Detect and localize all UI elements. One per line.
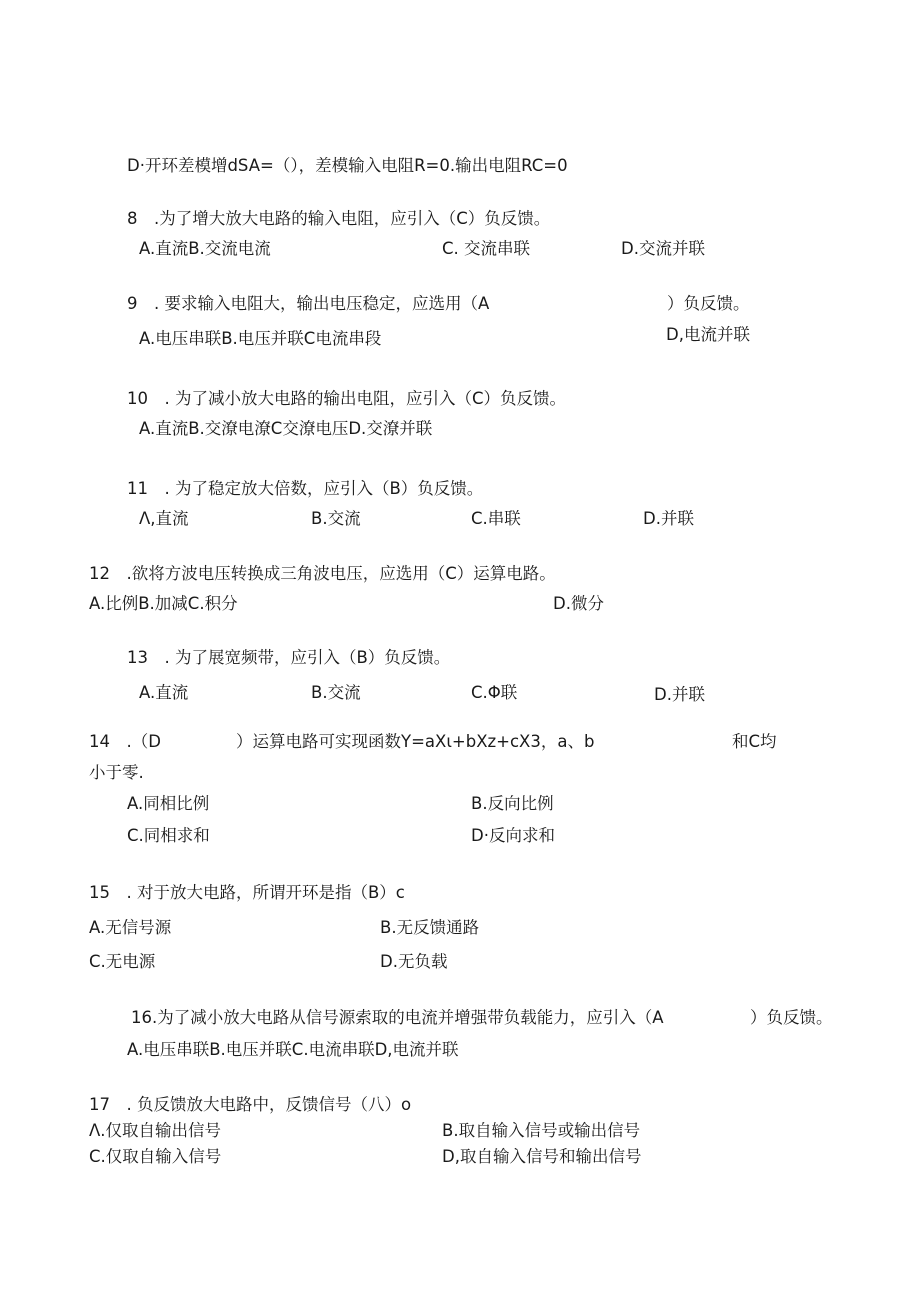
q15-option-a: A.无信号源 xyxy=(89,918,172,937)
question-16: 16.为了减小放大电路从信号源索取的电流并增强带负载能力，应引入（A xyxy=(131,1008,664,1027)
q13-option-a: A.直流 xyxy=(139,683,189,702)
q17-option-a: Λ.仅取自输出信号 xyxy=(89,1121,222,1140)
q14-option-b: B.反向比例 xyxy=(471,794,554,813)
q8-options-ab: A.直流B.交流电流 xyxy=(139,239,271,258)
q15-option-c: C.无电源 xyxy=(89,952,156,971)
q17-option-c: C.仅取自输入信号 xyxy=(89,1147,222,1166)
question-14-continuation: 小于零. xyxy=(89,763,144,782)
q16-options: A.电压串联B.电压并联C.电流串联D,电流并联 xyxy=(127,1040,459,1059)
question-14-end: 和C均 xyxy=(732,732,777,751)
question-12: 12 .欲将方波电压转换成三角波电压，应选用（C）运算电路。 xyxy=(89,564,556,583)
q15-option-b: B.无反馈通路 xyxy=(380,918,480,937)
question-17: 17 . 负反馈放大电路中，反馈信号（八）o xyxy=(89,1095,412,1114)
question-15: 15 . 对于放大电路，所谓开环是指（B）c xyxy=(89,883,405,902)
q11-option-c: C.串联 xyxy=(471,509,521,528)
q10-options: A.直流B.交潦电潦C交潦电压D.交潦并联 xyxy=(139,419,433,438)
q11-option-a: Λ,直流 xyxy=(139,509,189,528)
question-14-mid: ）运算电路可实现函数Y=aXι+bXz+cX3，a、b xyxy=(236,732,595,751)
q14-option-a: A.同相比例 xyxy=(127,794,210,813)
q17-option-d: D,取自输入信号和输出信号 xyxy=(442,1147,642,1166)
question-9-end: ）负反馈。 xyxy=(667,294,750,313)
question-10: 10 . 为了减小放大电路的输出电阻，应引入（C）负反馈。 xyxy=(127,389,567,408)
q12-options-abc: A.比例B.加减C.积分 xyxy=(89,594,238,613)
q13-option-c: C.Φ联 xyxy=(471,683,518,702)
question-14: 14 .（D xyxy=(89,732,161,751)
question-8: 8 .为了增大放大电路的输入电阻，应引入（C）负反馈。 xyxy=(127,209,551,228)
q12-option-d: D.微分 xyxy=(553,594,604,613)
q8-option-c: C. 交流串联 xyxy=(442,239,531,258)
q14-option-d: D·反向求和 xyxy=(471,826,555,845)
q13-option-b: B.交流 xyxy=(311,683,361,702)
q11-option-d: D.并联 xyxy=(643,509,694,528)
q8-option-d: D.交流并联 xyxy=(621,239,705,258)
question-16-end: ）负反馈。 xyxy=(750,1008,833,1027)
option-line-d-open-loop: D·开环差模增dSA=（），差模输入电阻R=0.输出电阻RC=0 xyxy=(127,156,568,175)
q17-option-b: B.取自输入信号或输出信号 xyxy=(442,1121,641,1140)
q13-option-d: D.并联 xyxy=(654,685,705,704)
q9-options-abc: A.电压串联B.电压并联C电流串段 xyxy=(139,329,382,348)
q15-option-d: D.无负载 xyxy=(380,952,448,971)
question-13: 13 . 为了展宽频带，应引入（B）负反馈。 xyxy=(127,648,451,667)
q9-option-d: D,电流并联 xyxy=(666,325,750,344)
q14-option-c: C.同相求和 xyxy=(127,826,210,845)
question-11: 11 . 为了稳定放大倍数，应引入（B）负反馈。 xyxy=(127,479,484,498)
question-9: 9 . 要求输入电阻大，输出电压稳定，应选用（A xyxy=(127,294,490,313)
q11-option-b: B.交流 xyxy=(311,509,361,528)
